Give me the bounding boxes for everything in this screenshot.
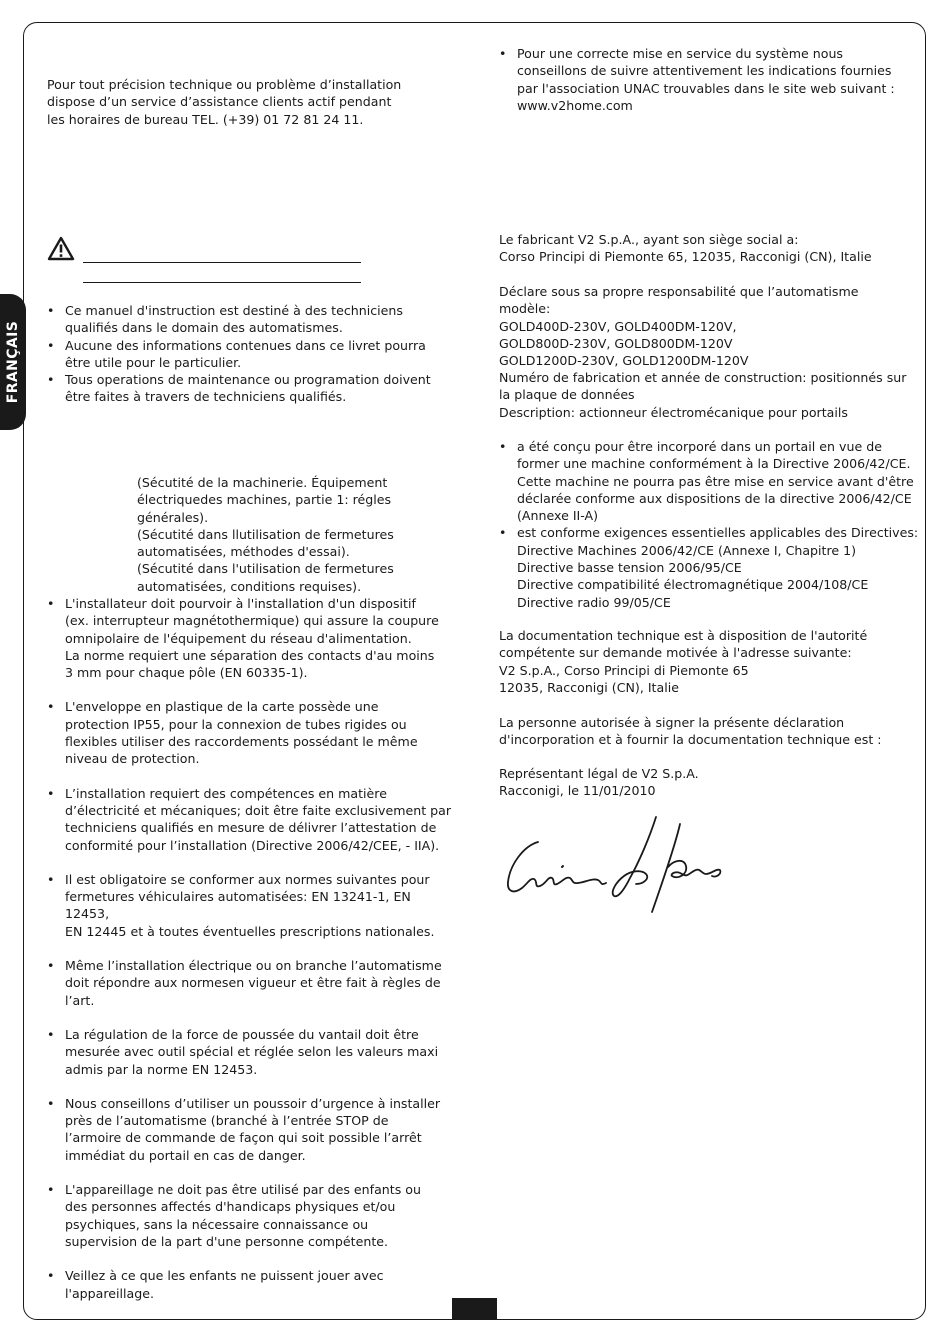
list-item: • Nous conseillons d’utiliser un poussoir d’urgence à installer près de l’automatisme (branché à l’entrée STOP de l’armoire de commande de façon qui soit possible l’arrêt immédiat du portail en cas de danger. — [47, 1095, 457, 1164]
language-tab-label: FRANÇAIS — [5, 320, 21, 404]
list-item: • La régulation de la force de poussée du vantail doit être mesurée avec outil spécial et réglée selon les valeurs maxi admis par la norme EN 12453. — [47, 1026, 457, 1078]
authorized-text: La personne autorisée à signer la présente déclaration d'incorporation et à fournir la documentation technique est : — [499, 715, 882, 748]
signature-image — [500, 812, 725, 917]
list-item: • Ce manuel d'instruction est destiné à des techniciens qualifiés dans le domain des automatismes. — [47, 302, 447, 337]
heading-underline-2 — [83, 282, 361, 283]
list-item: • Aucune des informations contenues dans ce livret pourra être utile pour le particulier. — [47, 337, 447, 372]
list-item: • L'enveloppe en plastique de la carte possède une protection IP55, pour la connexion de tubes rigides ou flexibles utiliser des raccordements possédant le même niveau de protection. — [47, 698, 457, 767]
list-item: • L'installateur doit pourvoir à l'installation d'un dispositif (ex. interrupteur magnétothermique) qui assure la coupure omnipolaire de l'équipement du réseau d'alimentation. La norme requiert une séparation des contacts d'au moins 3 mm pour chaque pôle (EN 60335-1). — [47, 595, 457, 681]
norms-text: (Sécutité de la machinerie. Équipement électriquedes machines, partie 1: régles générales). (Sécutité dans llutilisation de fermetures automatisées, méthodes d'essai). (Sécutité dans l'utilisation de fermetures automatisées, conditions requises). — [137, 475, 394, 594]
list-item: • Pour une correcte mise en service du système nous conseillons de suivre attentivement les indications fournies par l'association UNAC trouvables dans le site web suivant : www.v2home.com — [499, 45, 909, 114]
list-item: • Il est obligatoire se conformer aux normes suivantes pour fermetures véhiculaires automatisées: EN 13241-1, EN 12453, EN 12445 et à toutes éventuelles prescriptions nationales. — [47, 871, 457, 940]
page-number-box — [452, 1298, 497, 1320]
manufacturer-text: Le fabricant V2 S.p.A., ayant son siège social a: Corso Principi di Piemonte 65, 12035, Racconigi (CN), Italie — [499, 232, 872, 265]
list-item: • est conforme exigences essentielles applicables des Directives: Directive Machines 2006/42/CE (Annexe I, Chapitre 1) Directive basse tension 2006/95/CE Directive compatibilité électromagnétique 2004/108/CE Directive radio 99/05/CE — [499, 524, 919, 610]
list-item: • a été conçu pour être incorporé dans un portail en vue de former une machine conformément à la Directive 2006/42/CE. Cette machine ne pourra pas être mise en service avant d'être déclarée conforme aux dispositions de la directive 2006/42/CE (Annexe II-A) — [499, 438, 919, 524]
list-item: • L'appareillage ne doit pas être utilisé par des enfants ou des personnes affectés d'handicaps physiques et/ou psychiques, sans la nécessaire connaissance ou supervision de la part d'une personne compétente. — [47, 1181, 457, 1250]
signatory-text: Représentant légal de V2 S.p.A. Racconigi, le 11/01/2010 — [499, 766, 699, 799]
safety-list-2 — [47, 595, 457, 1302]
warning-icon — [47, 236, 75, 262]
assistance-text: Pour tout précision technique ou problème d’installation dispose d’un service d’assistance clients actif pendant les horaires de bureau TEL. (+39) 01 72 81 24 11. — [47, 77, 402, 127]
list-item: • Tous operations de maintenance ou programation doivent être faites à travers de techniciens qualifiés. — [47, 371, 447, 406]
heading-underline-1 — [83, 262, 361, 263]
documentation-text: La documentation technique est à disposition de l'autorité compétente sur demande motivée à l'adresse suivante: V2 S.p.A., Corso Principi di Piemonte 65 12035, Racconigi (CN), Italie — [499, 628, 868, 695]
language-tab — [0, 294, 26, 430]
list-item: • Même l’installation électrique ou on branche l’automatisme doit répondre aux normesen vigueur et être fait à règles de l’art. — [47, 957, 457, 1009]
declaration-list — [499, 438, 919, 611]
models-text: Déclare sous sa propre responsabilité que l’automatisme modèle: GOLD400D-230V, GOLD400DM-120V, GOLD800D-230V, GOLD800DM-120V GOLD1200D-230V, GOLD1200DM-120V — [499, 284, 859, 369]
unac-list — [499, 45, 909, 114]
list-item: • Veillez à ce que les enfants ne puissent jouer avec l'appareillage. — [47, 1267, 457, 1302]
list-item: • L’installation requiert des compétences en matière d’électricité et mécaniques; doit être faite exclusivement par techniciens qualifiés en mesure de délivrer l’attestation de conformité pour l’installation (Directive 2006/42/CEE, - IIA). — [47, 785, 457, 854]
serial-text: Numéro de fabrication et année de construction: positionnés sur la plaque de données Description: actionneur électromécanique pour portails — [499, 370, 907, 420]
safety-list-1 — [47, 302, 447, 406]
